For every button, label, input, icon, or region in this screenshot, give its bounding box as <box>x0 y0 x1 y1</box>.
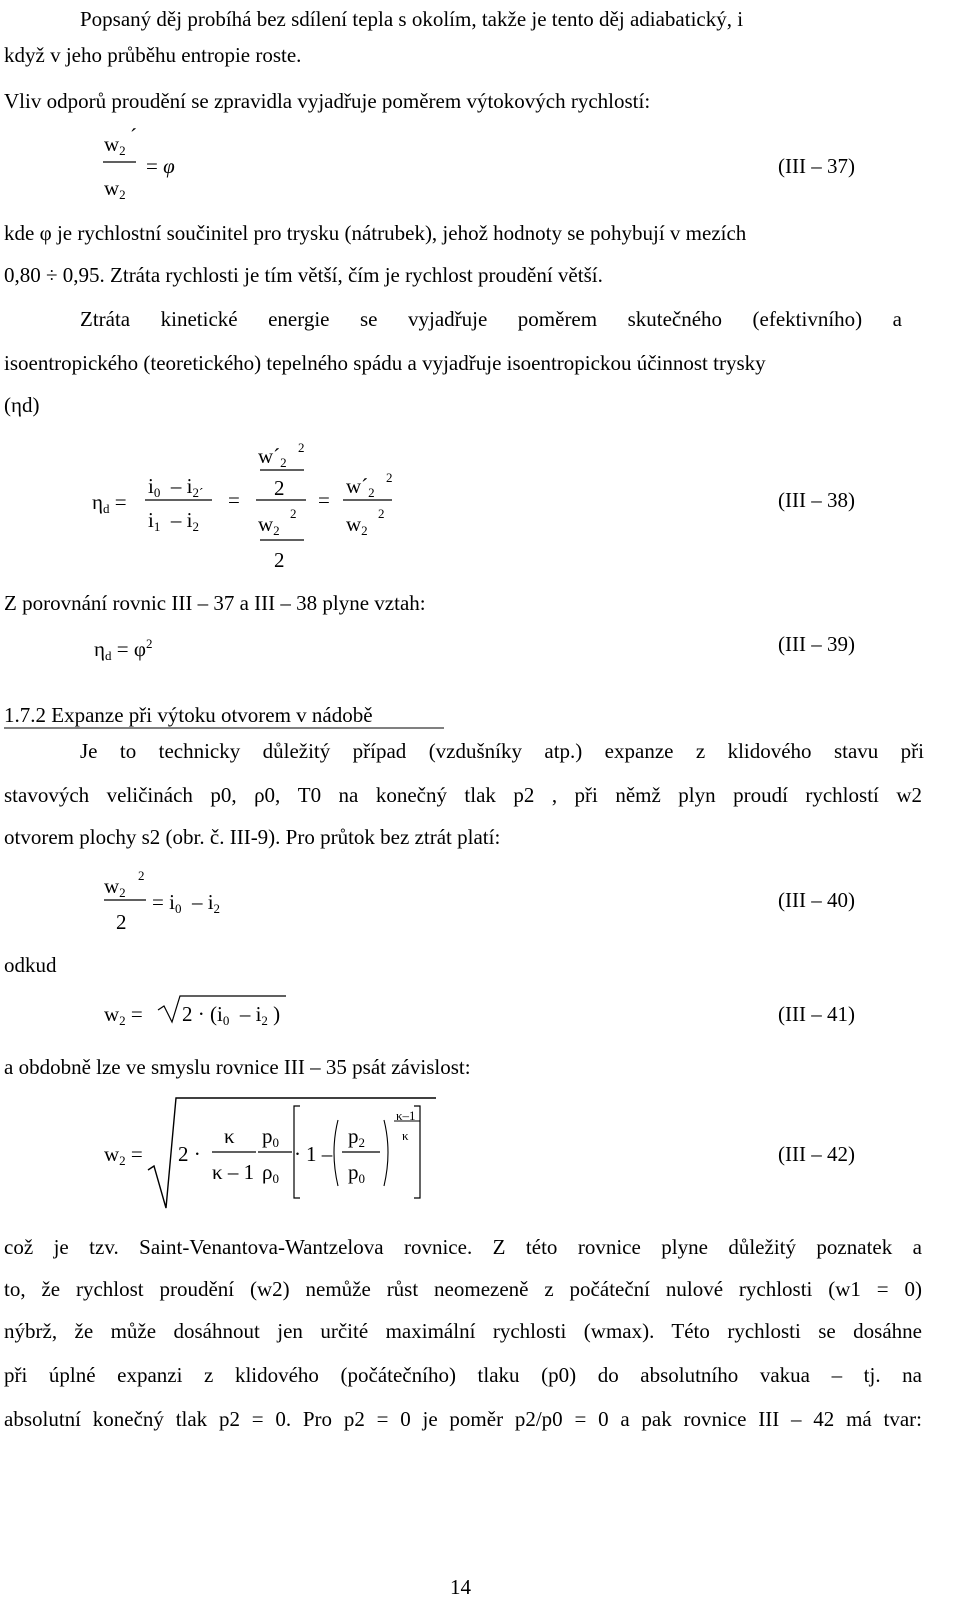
equation-number: (III – 38) <box>778 488 855 512</box>
equation-number: (III – 40) <box>778 888 855 912</box>
text-line: kde φ je rychlostní součinitel pro trysku (nátrubek), jehož hodnoty se pohybují v mezích <box>4 221 747 245</box>
text-line: a obdobně lze ve smyslu rovnice III – 35 psát závislost: <box>4 1055 471 1079</box>
text-line: Popsaný děj probíhá bez sdílení tepla s okolím, takže je tento děj adiabatický, i <box>80 7 744 31</box>
text-line: Z porovnání rovnic III – 37 a III – 38 plyne vztah: <box>4 591 426 615</box>
text-line: otvorem plochy s2 (obr. č. III-9). Pro průtok bez ztrát platí: <box>4 825 501 849</box>
text-line: nýbrž, že může dosáhnout jen určité maximální rychlosti (wmax). Této rychlosti se dosáhne <box>4 1319 922 1343</box>
text-line: což je tzv. Saint-Venantova-Wantzelova rovnice. Z této rovnice plyne důležitý poznatek a <box>4 1235 922 1259</box>
text-line: odkud <box>4 953 57 977</box>
text-line: Je to technicky důležitý případ (vzdušníky atp.) expanze z klidového stavu při <box>80 739 924 763</box>
text-line: 0,80 ÷ 0,95. Ztráta rychlosti je tím větší, čím je rychlost proudění větší. <box>4 263 603 287</box>
text-line: isoentropického (teoretického) tepelného spádu a vyjadřuje isoentropickou účinnost trysky <box>4 351 766 375</box>
section-heading: 1.7.2 Expanze při výtoku otvorem v nádobě <box>4 703 373 727</box>
text-line: Ztráta kinetické energie se vyjadřuje poměrem skutečného (efektivního) a <box>80 307 902 331</box>
equation-number: (III – 41) <box>778 1002 855 1026</box>
page-number: 14 <box>450 1575 471 1599</box>
equation-iii-39: $\eta_d = \varphi^2$ <box>94 636 153 663</box>
text-line: absolutní konečný tlak p2 = 0. Pro p2 = 0 je poměr p2/p0 = 0 a pak rovnice III – 42 má tvar: <box>4 1407 922 1431</box>
text-line: když v jeho průběhu entropie roste. <box>4 43 302 67</box>
equation-number: (III – 42) <box>778 1142 855 1166</box>
text-line: Vliv odporů proudění se zpravidla vyjadřuje poměrem výtokových rychlostí: <box>4 89 651 113</box>
text-line: při úplné expanzi z klidového (počátečního) tlaku (p0) do absolutního vakua – tj. na <box>4 1363 922 1387</box>
equation-number: (III – 37) <box>778 154 855 178</box>
equation-number: (III – 39) <box>778 632 855 656</box>
text-line: stavových veličinách p0, ρ0, T0 na konečný tlak p2 , při němž plyn proudí rychlostí w2 <box>4 783 922 807</box>
text-line: (ηd) <box>4 393 40 417</box>
text-line: to, že rychlost proudění (w2) nemůže růst neomezeně z počáteční nulové rychlosti (w1 = 0) <box>4 1277 922 1301</box>
